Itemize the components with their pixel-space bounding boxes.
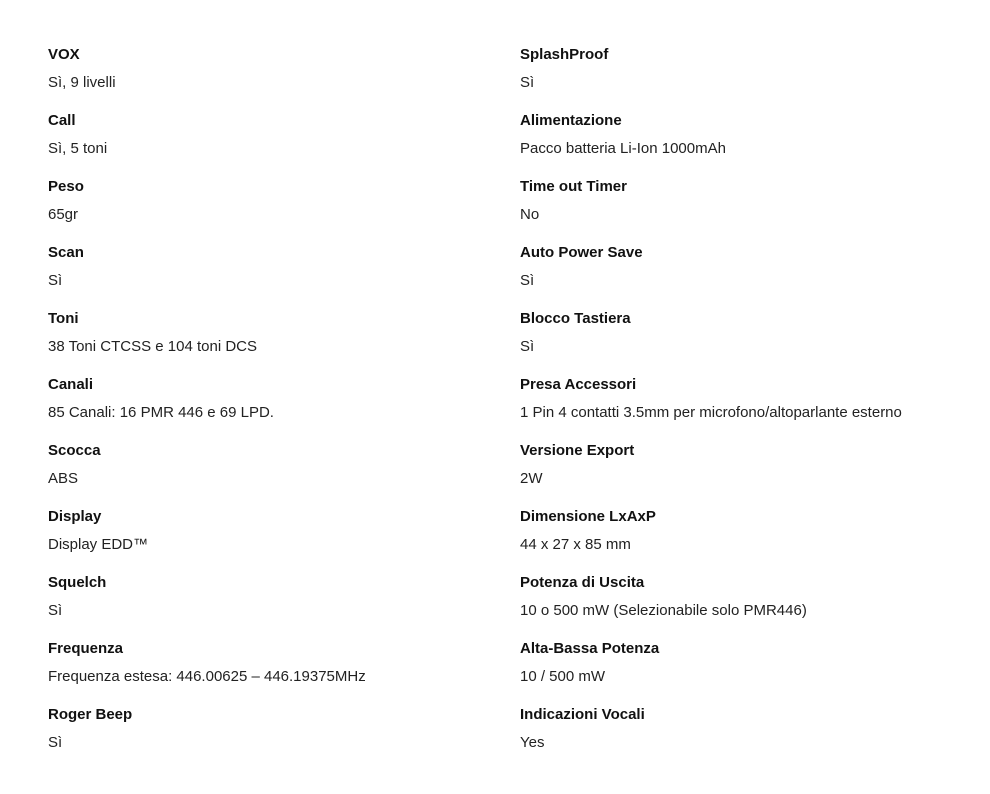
spec-value: 10 o 500 mW (Selezionabile solo PMR446) xyxy=(520,602,807,619)
spec-item-vox xyxy=(48,44,520,110)
spec-table xyxy=(48,44,968,770)
spec-label: Scocca xyxy=(48,442,101,459)
spec-value: Sì xyxy=(520,338,535,355)
spec-value: 2W xyxy=(520,470,543,487)
spec-column-right xyxy=(520,44,968,770)
spec-label: Alta-Bassa Potenza xyxy=(520,640,660,657)
spec-label: Versione Export xyxy=(520,442,635,459)
spec-item-roger-beep xyxy=(48,704,520,770)
spec-label: Potenza di Uscita xyxy=(520,574,645,591)
spec-value: Sì, 5 toni xyxy=(48,140,108,157)
spec-value: No xyxy=(520,206,540,223)
spec-value: Display EDD™ xyxy=(48,536,149,553)
spec-value: 10 / 500 mW xyxy=(520,668,606,685)
spec-value: 65gr xyxy=(48,206,79,223)
spec-item-alimentazione xyxy=(520,110,968,176)
spec-label: Peso xyxy=(48,178,84,195)
spec-value: Yes xyxy=(520,734,545,751)
spec-item-alta-bassa-potenza xyxy=(520,638,968,704)
spec-label: Auto Power Save xyxy=(520,244,643,261)
spec-value: Sì xyxy=(48,602,63,619)
spec-item-dimensione xyxy=(520,506,968,572)
spec-column-left xyxy=(48,44,520,770)
spec-item-versione-export xyxy=(520,440,968,506)
spec-label: Blocco Tastiera xyxy=(520,310,631,327)
spec-item-splashproof xyxy=(520,44,968,110)
spec-value: ABS xyxy=(48,470,79,487)
spec-label: Presa Accessori xyxy=(520,376,637,393)
spec-label: VOX xyxy=(48,46,80,63)
spec-label: Alimentazione xyxy=(520,112,622,129)
spec-value: Sì xyxy=(520,74,535,91)
spec-value: Sì xyxy=(48,734,63,751)
spec-label: SplashProof xyxy=(520,46,609,63)
spec-label: Call xyxy=(48,112,76,129)
spec-label: Scan xyxy=(48,244,84,261)
spec-value: 44 x 27 x 85 mm xyxy=(520,536,631,553)
spec-label: Indicazioni Vocali xyxy=(520,706,645,723)
spec-label: Squelch xyxy=(48,574,107,591)
spec-value: Pacco batteria Li-Ion 1000mAh xyxy=(520,140,726,157)
spec-item-display xyxy=(48,506,520,572)
spec-item-auto-power-save xyxy=(520,242,968,308)
spec-value: 1 Pin 4 contatti 3.5mm per microfono/altoparlante esterno xyxy=(520,404,902,421)
spec-item-scan xyxy=(48,242,520,308)
spec-value: Sì xyxy=(520,272,535,289)
spec-item-call xyxy=(48,110,520,176)
spec-item-peso xyxy=(48,176,520,242)
spec-label: Display xyxy=(48,508,102,525)
spec-label: Roger Beep xyxy=(48,706,133,723)
spec-label: Canali xyxy=(48,376,94,393)
spec-value: 85 Canali: 16 PMR 446 e 69 LPD. xyxy=(48,404,274,421)
spec-item-time-out-timer xyxy=(520,176,968,242)
spec-value: Frequenza estesa: 446.00625 – 446.19375MHz xyxy=(48,668,366,685)
spec-item-blocco-tastiera xyxy=(520,308,968,374)
spec-item-squelch xyxy=(48,572,520,638)
spec-item-potenza-di-uscita xyxy=(520,572,968,638)
spec-label: Dimensione LxAxP xyxy=(520,508,656,525)
spec-item-indicazioni-vocali xyxy=(520,704,968,770)
spec-label: Time out Timer xyxy=(520,178,627,195)
spec-value: Sì xyxy=(48,272,63,289)
spec-label: Frequenza xyxy=(48,640,124,657)
spec-item-presa-accessori xyxy=(520,374,968,440)
spec-item-toni xyxy=(48,308,520,374)
spec-value: Sì, 9 livelli xyxy=(48,74,116,91)
spec-item-frequenza xyxy=(48,638,520,704)
spec-item-scocca xyxy=(48,440,520,506)
spec-value: 38 Toni CTCSS e 104 toni DCS xyxy=(48,338,257,355)
spec-item-canali xyxy=(48,374,520,440)
spec-label: Toni xyxy=(48,310,79,327)
